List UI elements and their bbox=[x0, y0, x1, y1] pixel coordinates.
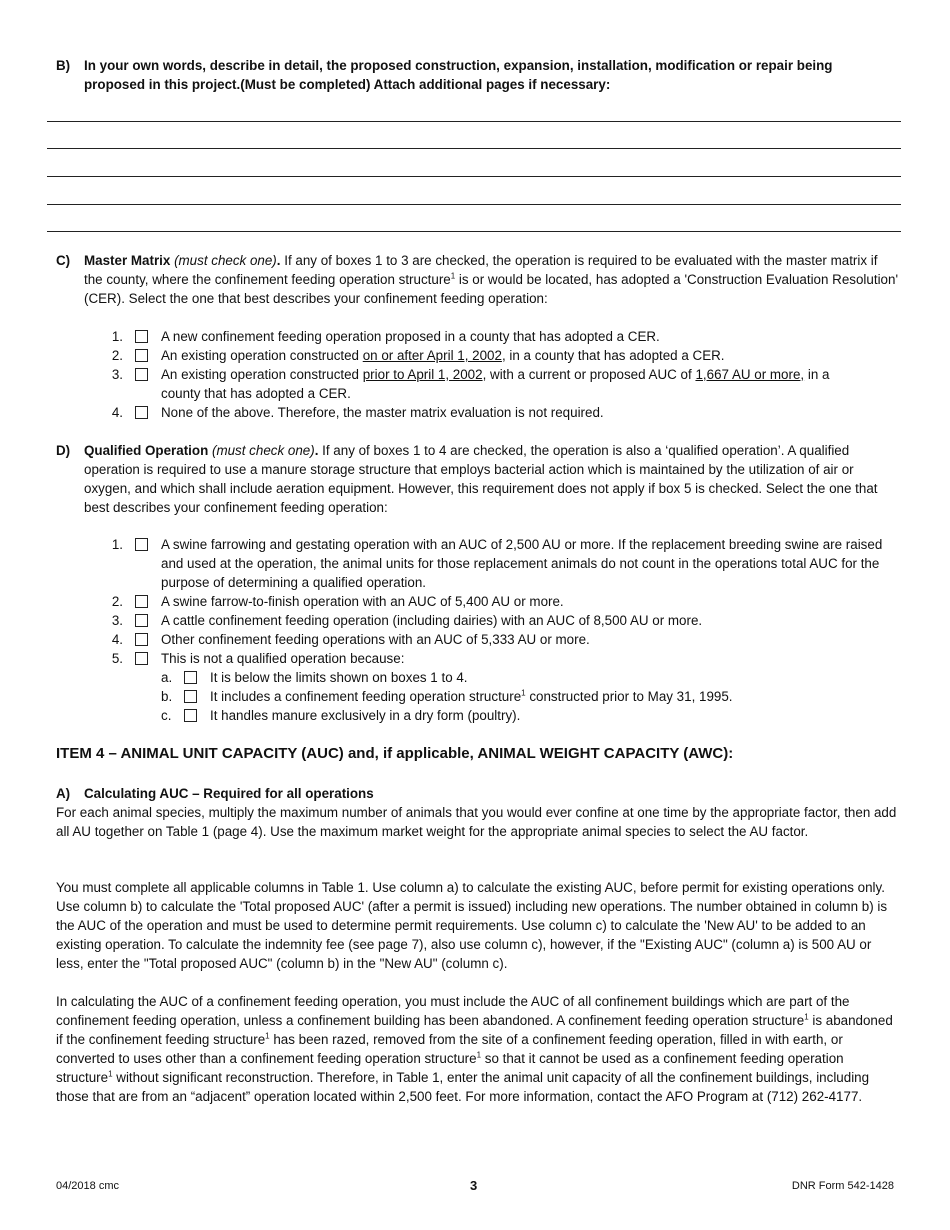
d-sub-c-text: It handles manure exclusively in a dry form (poultry). bbox=[210, 708, 521, 723]
c-option-4-checkbox[interactable] bbox=[135, 406, 148, 419]
answer-line-3[interactable] bbox=[47, 176, 901, 177]
c-option-2-number: 2. bbox=[111, 348, 123, 363]
c-option-3-text: An existing operation constructed prior to April 1, 2002, with a current or proposed AUC of 1,667 AU or more, in a county that has adopted a CER. bbox=[161, 367, 830, 401]
section-c-instruction: (must check one) bbox=[174, 253, 277, 268]
d-option-4-checkbox[interactable] bbox=[135, 633, 148, 646]
d-option-5-number: 5. bbox=[111, 651, 123, 666]
c-option-3-number: 3. bbox=[111, 367, 123, 382]
d-option-1-text: A swine farrowing and gestating operation with an AUC of 2,500 AU or more. If the replacement breeding swine are raised and used at the operation, the animal units for those replacement animals do not count in the operations total AUC for the purpose of determining a qualified operation. bbox=[161, 537, 883, 590]
section-d-instruction: (must check one) bbox=[211, 443, 315, 458]
section-d-title: Qualified Operation bbox=[84, 443, 209, 458]
c-option-4-text: None of the above. Therefore, the master matrix evaluation is not required. bbox=[161, 405, 604, 420]
d-sub-a-checkbox[interactable] bbox=[184, 671, 197, 684]
c-option-1-text: A new confinement feeding operation proposed in a county that has adopted a CER. bbox=[161, 329, 660, 344]
d-sub-a-letter: a. bbox=[161, 670, 173, 685]
c-option-1-number: 1. bbox=[111, 329, 123, 344]
c-option-2-checkbox[interactable] bbox=[135, 349, 148, 362]
c-option-2-text: An existing operation constructed on or after April 1, 2002, in a county that has adopted a CER. bbox=[161, 348, 725, 363]
d-option-2-text: A swine farrow-to-finish operation with an AUC of 5,400 AU or more. bbox=[161, 594, 564, 609]
page-number: 3 bbox=[470, 1178, 478, 1193]
c-option-3-checkbox[interactable] bbox=[135, 368, 148, 381]
d-sub-b-checkbox[interactable] bbox=[184, 690, 197, 703]
d-sub-b-text: It includes a confinement feeding operation structure$^1$ constructed prior to May 31, 1995. bbox=[210, 688, 733, 704]
answer-line-2[interactable] bbox=[47, 148, 901, 149]
d-option-2-checkbox[interactable] bbox=[135, 595, 148, 608]
item4-heading: ITEM 4 – ANIMAL UNIT CAPACITY (AUC) and, if applicable, ANIMAL WEIGHT CAPACITY (AWC): bbox=[56, 745, 734, 762]
d-option-5-checkbox[interactable] bbox=[135, 652, 148, 665]
item4-sub-title: Calculating AUC – Required for all operations bbox=[84, 786, 374, 801]
section-c-intro: Master Matrix (must check one). If any of boxes 1 to 3 are checked, the operation is required to be evaluated with the master matrix if the county, where the confinement feeding operation structure$^1$ is or would be located, has adopted a 'Construction Evaluation Resolution' (CER). Select the one that best describes your confinement feeding operation: bbox=[84, 253, 899, 306]
form-number: DNR Form 542-1428 bbox=[791, 1180, 894, 1192]
item4-paragraph-3: In calculating the AUC of a confinement feeding operation, you must include the AUC of all confinement buildings which are part of the confinement feeding operation, unless a confinement building has been abandoned. A confinement feeding operation structure$^1$ is abandoned if the confinement feeding structure$^1$ has been razed, removed from the site of a confinement feeding operation, filled in with earth, or converted to uses other than a confinement feeding operation structure$^1$ so that it cannot be used as a confinement feeding operation structure$^1$ without significant reconstruction. Therefore, in Table 1, enter the animal unit capacity of all the confinement buildings, including those that are from an “adjacent” operation located within 2,500 feet. For more information, contact the AFO Program at (712) 262-4177. bbox=[56, 994, 893, 1104]
d-option-3-text: A cattle confinement feeding operation (including dairies) with an AUC of 8,500 AU or more. bbox=[161, 613, 703, 628]
answer-line-1[interactable] bbox=[47, 121, 901, 122]
d-sub-b-letter: b. bbox=[161, 689, 173, 704]
answer-line-5[interactable] bbox=[47, 231, 901, 232]
section-c-label: C) bbox=[56, 253, 71, 268]
item4-paragraph-1: For each animal species, multiply the maximum number of animals that you would ever confine at one time by the appropriate factor, then add all AU together on Table 1 (page 4). Use the maximum market weight for the appropriate animal species to select the AU factor. bbox=[56, 805, 897, 839]
d-option-5-text: This is not a qualified operation because: bbox=[161, 651, 405, 666]
d-option-3-number: 3. bbox=[111, 613, 123, 628]
d-sub-c-letter: c. bbox=[161, 708, 172, 723]
d-option-3-checkbox[interactable] bbox=[135, 614, 148, 627]
d-sub-c-checkbox[interactable] bbox=[184, 709, 197, 722]
section-d-intro: Qualified Operation (must check one). If any of boxes 1 to 4 are checked, the operation is also a ‘qualified operation’. A qualified operation is required to use a manure storage structure that employs bacterial action which is maintained by the utilization of air or oxygen, and which shall include aeration equipment. However, this requirement does not apply if box 5 is checked. Select the one that best describes your confinement feeding operation: bbox=[84, 443, 878, 515]
section-b-label: B) bbox=[56, 58, 71, 73]
section-c-title: Master Matrix bbox=[84, 253, 171, 268]
d-option-4-text: Other confinement feeding operations with an AUC of 5,333 AU or more. bbox=[161, 632, 590, 647]
item4-paragraph-2: You must complete all applicable columns in Table 1. Use column a) to calculate the existing AUC, before permit for existing operations only. Use column b) to calculate the 'Total proposed AUC' (after a permit is issued) including new operations. The number obtained in column b) is the AUC of the operation and must be used to determine permit requirements. Use column c) to calculate the 'New AU' to be added to an existing operation. To calculate the indemnity fee (see page 7), also use column c), however, if the "Existing AUC" (column a) is 500 AU or less, enter the "Total proposed AUC" (column b) in the "New AU" (column c). bbox=[56, 880, 888, 971]
d-option-1-checkbox[interactable] bbox=[135, 538, 148, 551]
c-option-4-number: 4. bbox=[111, 405, 123, 420]
d-sub-a-text: It is below the limits shown on boxes 1 to 4. bbox=[210, 670, 468, 685]
footer-date: 04/2018 cmc bbox=[56, 1180, 119, 1192]
d-option-2-number: 2. bbox=[111, 594, 123, 609]
answer-line-4[interactable] bbox=[47, 204, 901, 205]
d-option-4-number: 4. bbox=[111, 632, 123, 647]
item4-sub-label: A) bbox=[56, 786, 71, 801]
section-d-label: D) bbox=[56, 443, 71, 458]
d-option-1-number: 1. bbox=[111, 537, 123, 552]
c-option-1-checkbox[interactable] bbox=[135, 330, 148, 343]
section-b-question: In your own words, describe in detail, the proposed construction, expansion, installation, modification or repair being proposed in this project.(Must be completed) Attach additional pages if necessary: bbox=[84, 58, 833, 92]
